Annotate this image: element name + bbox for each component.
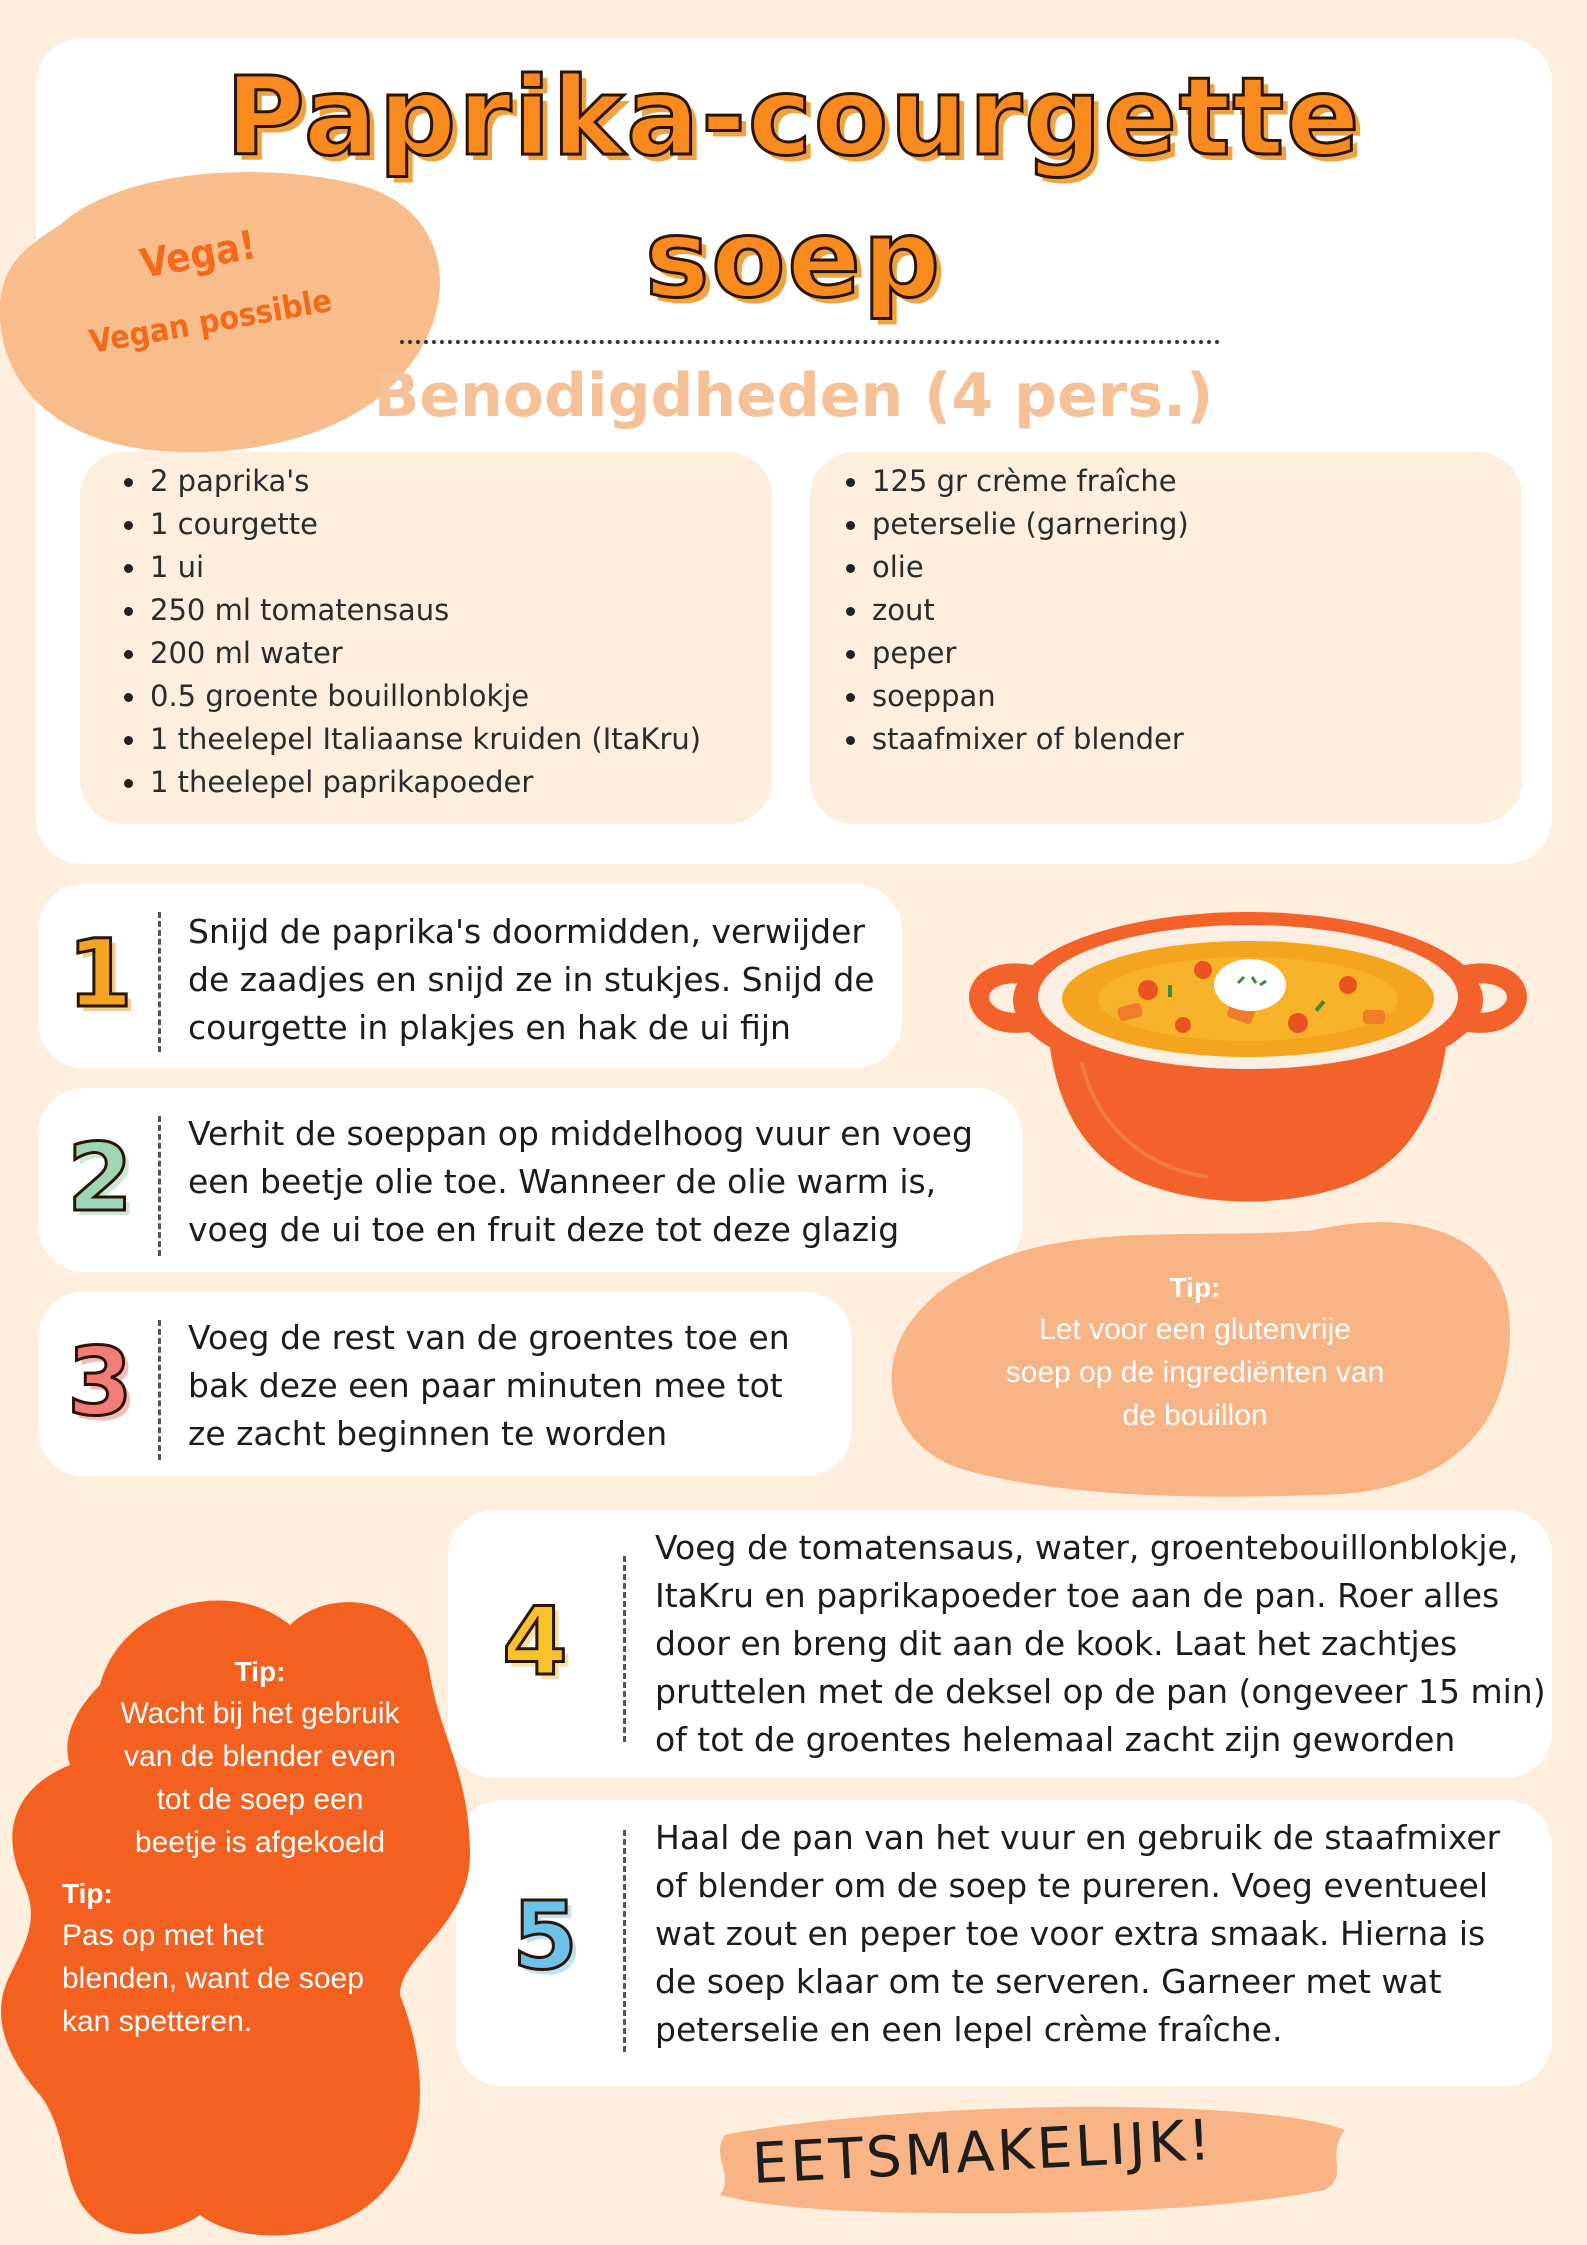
step-2-line: Verhit de soeppan op middelhoog vuur en voeg xyxy=(188,1114,973,1153)
step-number-3: 3 xyxy=(67,1328,133,1437)
tip-2 xyxy=(90,1652,430,1864)
step-1-line: de zaadjes en snijd ze in stukjes. Snijd de xyxy=(188,960,875,999)
ingredient-item: 2 paprika's xyxy=(120,460,701,503)
step-divider-5 xyxy=(623,1830,626,2052)
step-4-line: ItaKru en paprikapoeder toe aan de pan. Roer alles xyxy=(655,1576,1500,1615)
soup-pot-icon xyxy=(968,885,1528,1215)
step-number-2: 2 xyxy=(67,1124,133,1233)
tip-1-line: Let voor een glutenvrije xyxy=(1039,1313,1351,1346)
step-text-5 xyxy=(655,1814,1500,2054)
step-1-line: Snijd de paprika's doormidden, verwijder xyxy=(188,912,865,951)
step-number-1: 1 xyxy=(67,920,133,1029)
ingredient-item: peterselie (garnering) xyxy=(842,503,1189,546)
tip-3 xyxy=(62,1874,422,2043)
ingredient-item: 1 theelepel Italiaanse kruiden (ItaKru) xyxy=(120,718,701,761)
step-4-line: pruttelen met de deksel op de pan (ongeveer 15 min) xyxy=(655,1672,1546,1711)
page-title-line-2: soep xyxy=(644,197,943,322)
step-text-2 xyxy=(188,1110,973,1254)
closing-text: EETSMAKELIJK! xyxy=(750,2107,1216,2198)
step-3-line: bak deze een paar minuten mee tot xyxy=(188,1366,783,1405)
step-text-4 xyxy=(655,1524,1546,1764)
tip-1 xyxy=(935,1268,1455,1437)
tip-3-heading: Tip: xyxy=(62,1878,113,1909)
step-divider-3 xyxy=(158,1320,161,1460)
ingredient-item: 0.5 groente bouillonblokje xyxy=(120,675,701,718)
step-number-4: 4 xyxy=(502,1588,568,1697)
ingredients-left-list xyxy=(120,460,701,804)
step-2-line: voeg de ui toe en fruit deze tot deze glazig xyxy=(188,1210,900,1249)
step-4-line: door en breng dit aan de kook. Laat het zachtjes xyxy=(655,1624,1458,1663)
ingredient-item: soeppan xyxy=(842,675,1189,718)
step-5-line: peterselie en een lepel crème fraîche. xyxy=(655,2010,1283,2049)
step-3-line: Voeg de rest van de groentes toe en xyxy=(188,1318,790,1357)
ingredient-item: 125 gr crème fraîche xyxy=(842,460,1189,503)
step-5-line: of blender om de soep te pureren. Voeg eventueel xyxy=(655,1866,1489,1905)
step-5-line: wat zout en peper toe voor extra smaak. Hierna is xyxy=(655,1914,1486,1953)
ingredient-item: zout xyxy=(842,589,1189,632)
tip-1-line: soep op de ingrediënten van xyxy=(1005,1356,1385,1389)
step-divider-1 xyxy=(158,912,161,1052)
page-title-line-1: Paprika-courgette xyxy=(225,55,1362,180)
step-4-line: of tot de groentes helemaal zacht zijn geworden xyxy=(655,1720,1456,1759)
ingredient-item: 250 ml tomatensaus xyxy=(120,589,701,632)
tip-3-line: kan spetteren. xyxy=(62,2005,253,2038)
step-4-line: Voeg de tomatensaus, water, groentebouillonblokje, xyxy=(655,1528,1519,1567)
ingredient-item: 1 ui xyxy=(120,546,701,589)
ingredient-item: olie xyxy=(842,546,1189,589)
ingredient-item: 1 theelepel paprikapoeder xyxy=(120,761,701,804)
step-3-line: ze zacht beginnen te worden xyxy=(188,1414,668,1453)
tip-2-heading: Tip: xyxy=(234,1656,286,1687)
vegan-possible-label: Vegan possible xyxy=(86,281,335,361)
ingredients-heading: Benodigdheden (4 pers.) xyxy=(373,361,1214,431)
tip-3-line: blenden, want de soep xyxy=(62,1962,364,1995)
step-5-line: Haal de pan van het vuur en gebruik de staafmixer xyxy=(655,1818,1501,1857)
step-number-5: 5 xyxy=(512,1882,578,1991)
tip-2-line: Wacht bij het gebruik xyxy=(120,1697,400,1730)
tip-1-line: de bouillon xyxy=(1122,1399,1268,1432)
title-divider xyxy=(400,340,1220,344)
tip-2-line: tot de soep een xyxy=(156,1783,364,1816)
step-5-line: de soep klaar om te serveren. Garneer met wat xyxy=(655,1962,1442,2001)
step-2-line: een beetje olie toe. Wanneer de olie warm is, xyxy=(188,1162,937,1201)
ingredient-item: staafmixer of blender xyxy=(842,718,1189,761)
tip-1-heading: Tip: xyxy=(1169,1272,1221,1303)
ingredient-item: peper xyxy=(842,632,1189,675)
vega-label: Vega! xyxy=(136,222,260,288)
step-text-1 xyxy=(188,908,875,1052)
ingredients-right-list xyxy=(842,460,1189,761)
ingredient-item: 1 courgette xyxy=(120,503,701,546)
ingredient-item: 200 ml water xyxy=(120,632,701,675)
step-1-line: courgette in plakjes en hak de ui fijn xyxy=(188,1008,791,1047)
tip-3-line: Pas op met het xyxy=(62,1919,264,1952)
step-text-3 xyxy=(188,1314,790,1458)
step-divider-4 xyxy=(623,1556,626,1742)
tip-2-line: van de blender even xyxy=(124,1740,396,1773)
step-divider-2 xyxy=(158,1116,161,1256)
tip-2-line: beetje is afgekoeld xyxy=(134,1826,386,1859)
